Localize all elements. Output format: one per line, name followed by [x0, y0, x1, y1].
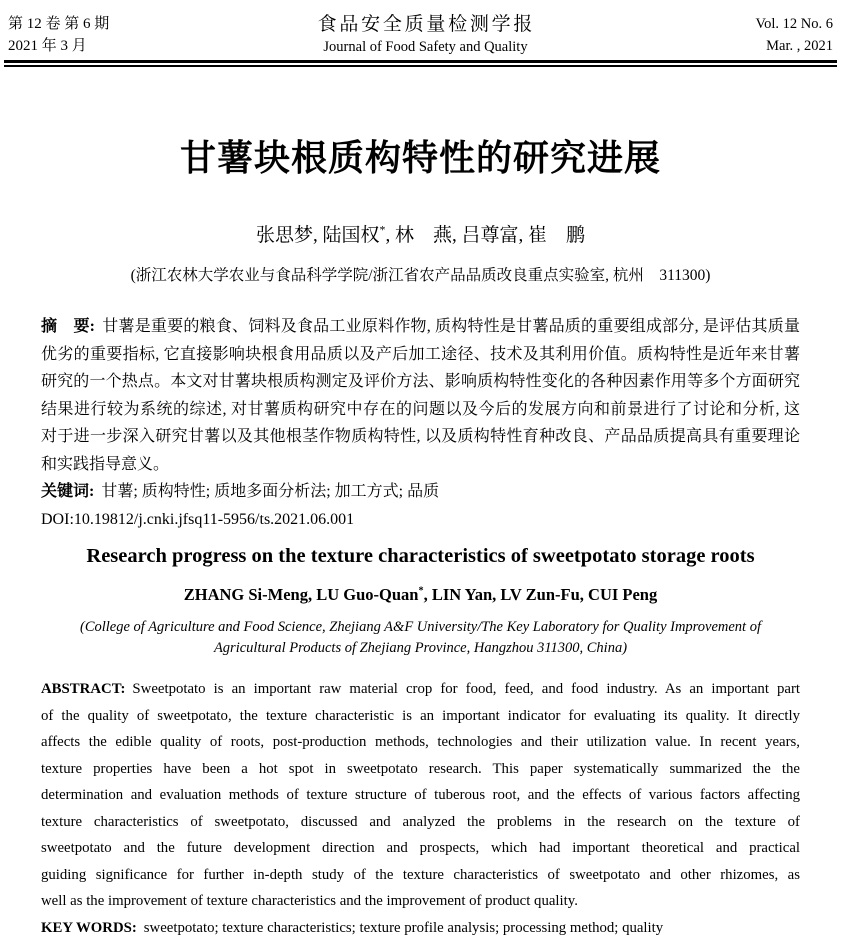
- abstract-en-label: ABSTRACT:: [41, 681, 126, 697]
- authors-cn-text-pre: 张思梦, 陆国权: [256, 225, 380, 246]
- header-left: [8, 13, 208, 57]
- journal-title-cn: 食 品 安 全 质 量 检 测 学 报: [317, 14, 534, 35]
- abstract-en-line: guiding significance for further in-depth study of the texture characteristics of sweetpotato and other rhizomes, as: [41, 866, 800, 883]
- authors-en-text-pre: ZHANG Si-Meng, LU Guo-Quan: [183, 585, 419, 604]
- abstract-en-line: of the quality of sweetpotato, the texture characteristic is an important indicator for evaluating its quality. It directly: [41, 707, 800, 724]
- affiliation-en: [41, 617, 800, 659]
- header-double-rule: [4, 60, 837, 67]
- corresponding-author-mark-en: *: [418, 585, 424, 597]
- abstract-en: [41, 676, 800, 915]
- abstract-cn-line: 和实践指导意义。: [41, 455, 170, 473]
- authors-cn-text-post: , 林 燕, 吕尊富, 崔 鹏: [385, 225, 585, 246]
- abstract-en-line: determination and evaluation methods of texture structure of tuberous root, and the effects of various factors affecting: [41, 787, 800, 803]
- issue-date-cn: 2021 年 3 月: [8, 38, 87, 54]
- doi-line: [41, 506, 800, 534]
- header-center: [208, 13, 643, 57]
- chinese-abstract-block: [41, 313, 800, 533]
- issue-info-cn: 第 12 卷 第 6 期: [8, 16, 110, 32]
- issue-info-en: Vol. 12 No. 6: [755, 16, 833, 32]
- abstract-cn-line: 研究的一个热点。本文对甘薯块根质构测定及评价方法、影响质构特性变化的各种因素作用等多个方面研究: [41, 373, 800, 390]
- abstract-en-line: texture properties have been a hot spot in sweetpotato research. This paper systematically summarized the the: [41, 760, 800, 777]
- abstract-cn-line: 摘 要: 甘薯是重要的粮食、饲料及食品工业原料作物, 质构特性是甘薯品质的重要组成部分, 是评估其质量: [41, 318, 800, 335]
- english-abstract-block: [41, 676, 800, 941]
- header-right: [643, 13, 833, 57]
- abstract-en-line: texture characteristics of sweetpotato, discussed and analyzed the problems in the research on the texture of: [41, 813, 800, 830]
- abstract-en-line: affects the edible quality of roots, post-production methods, technologies and their utilization value. In recent years,: [41, 734, 800, 750]
- affiliation-cn: (浙江农林大学农业与食品科学学院/浙江省农产品品质改良重点实验室, 杭州 311300): [130, 267, 711, 284]
- journal-title-en: Journal of Food Safety and Quality: [323, 39, 528, 55]
- article-title-en: Research progress on the texture characteristics of sweetpotato storage roots: [86, 545, 755, 567]
- authors-cn: [41, 223, 800, 249]
- authors-en: [41, 584, 800, 606]
- article-title-cn: 甘薯块根质构特性的研究进展: [179, 138, 661, 178]
- article-body: [0, 135, 841, 941]
- keywords-cn-label: 关键词:: [41, 483, 95, 500]
- abstract-cn-line: 对于进一步深入研究甘薯以及其他根茎作物质构特性, 以及质构特性育种改良、产品品质提高具有重要理论: [41, 428, 800, 445]
- abstract-cn-line: 结果进行较为系统的综述, 对甘薯质构研究中存在的问题以及今后的发展方向和前景进行了讨论和分析, 这: [41, 400, 800, 418]
- journal-header: [0, 0, 841, 57]
- affiliation-en-line1: (College of Agriculture and Food Science, Zhejiang A&F University/The Key Laboratory for Quality Improvement of: [80, 619, 761, 635]
- keywords-cn: [41, 478, 800, 506]
- abstract-cn-label: 摘 要:: [41, 318, 96, 335]
- keywords-en: [41, 915, 800, 942]
- keywords-cn-line: 关键词: 甘薯; 质构特性; 质地多面分析法; 加工方式; 品质: [41, 483, 440, 500]
- abstract-en-line: ABSTRACT: Sweetpotato is an important raw material crop for food, feed, and food industry. As an important part: [41, 681, 800, 697]
- doi-text: DOI:10.19812/j.cnki.jfsq11-5956/ts.2021.06.001: [41, 510, 355, 528]
- authors-en-text-post: , LIN Yan, LV Zun-Fu, CUI Peng: [423, 585, 658, 604]
- issue-date-en: Mar. , 2021: [766, 38, 833, 54]
- corresponding-author-mark: *: [379, 223, 386, 237]
- abstract-cn: [41, 313, 800, 478]
- keywords-en-line: KEY WORDS: sweetpotato; texture characteristics; texture profile analysis; processing method; quality: [41, 919, 664, 936]
- keywords-en-label: KEY WORDS:: [41, 919, 137, 936]
- abstract-en-line: well as the improvement of texture characteristics and the improvement of product quality.: [41, 893, 578, 909]
- affiliation-en-line2: Agricultural Products of Zhejiang Province, Hangzhou 311300, China): [213, 640, 628, 656]
- abstract-cn-line: 优劣的重要指标, 它直接影响块根食用品质以及产后加工途径、技术及其利用价值。质构特性是近年来甘薯: [41, 345, 800, 363]
- abstract-en-line: sweetpotato and the future development direction and prospects, which had important theoretical and practical: [41, 840, 800, 856]
